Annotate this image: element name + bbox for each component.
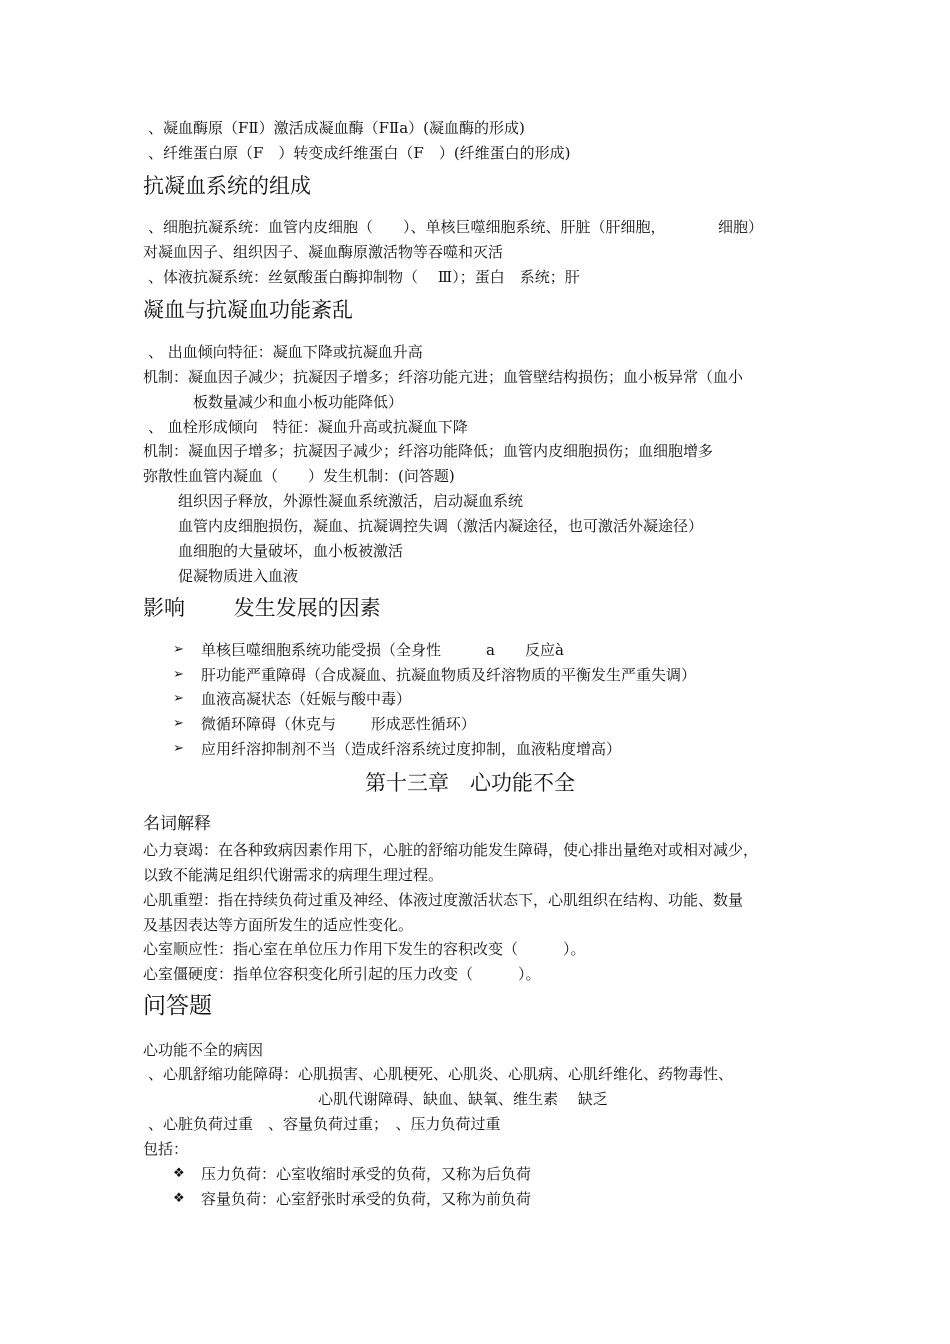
text-line: 、心肌舒缩功能障碍：心肌损害、心肌梗死、心肌炎、心肌病、心肌纤维化、药物毒性、	[148, 1065, 734, 1083]
text-line: 、 出血倾向特征：凝血下降或抗凝血升高	[148, 343, 423, 361]
diamond-bullet-icon: ❖	[173, 1166, 185, 1181]
text-line: 心室顺应性：指心室在单位压力作用下发生的容积改变（ ）。	[143, 940, 586, 958]
section-heading: 问答题	[143, 993, 212, 1019]
list-item: 单核巨噬细胞系统功能受损（全身性 a 反应à	[201, 641, 564, 659]
list-item: 压力负荷：心室收缩时承受的负荷，又称为后负荷	[201, 1165, 532, 1183]
list-item: 容量负荷：心室舒张时承受的负荷，又称为前负荷	[201, 1190, 532, 1208]
list-item: 肝功能严重障碍（合成凝血、抗凝血物质及纤溶物质的平衡发生严重失调）	[201, 666, 697, 684]
text-line: 促凝物质进入血液	[178, 567, 299, 585]
text-line: 包括：	[143, 1140, 189, 1158]
text-line: 血细胞的大量破坏，血小板被激活	[178, 542, 404, 560]
text-line: 、体液抗凝系统：丝氨酸蛋白酶抑制物（ Ⅲ）；蛋白 系统；肝	[148, 268, 580, 286]
terms-title: 名词解释	[143, 814, 211, 834]
text-line: 机制：凝血因子减少；抗凝因子增多；纤溶功能亢进；血管壁结构损伤；血小板异常（血小	[143, 368, 744, 386]
arrow-bullet-icon: ➢	[173, 642, 184, 657]
text-line: 心功能不全的病因	[143, 1041, 264, 1059]
text-line: 心力衰竭：在各种致病因素作用下，心脏的舒缩功能发生障碍，使心排出量绝对或相对减少，	[143, 841, 759, 859]
text-line: 对凝血因子、组织因子、凝血酶原激活物等吞噬和灭活	[143, 243, 504, 261]
text-line: 、纤维蛋白原（F ）转变成纤维蛋白（F ）(纤维蛋白的形成)	[148, 144, 571, 162]
text-line: 、心脏负荷过重 、容量负荷过重； 、压力负荷过重	[148, 1115, 501, 1133]
section-heading: 抗凝血系统的组成	[143, 174, 311, 198]
text-line: 心室僵硬度：指单位容积变化所引起的压力改变（ ）。	[143, 965, 541, 983]
text-line: 心肌重塑：指在持续负荷过重及神经、体液过度激活状态下，心肌组织在结构、功能、数量	[143, 891, 744, 909]
arrow-bullet-icon: ➢	[173, 691, 184, 706]
list-item: 血液高凝状态（妊娠与酸中毒）	[201, 690, 412, 708]
section-heading: 影响 发生发展的因素	[143, 596, 381, 620]
chapter-title: 第十三章 心功能不全	[365, 771, 575, 795]
text-line: 组织因子释放，外源性凝血系统激活，启动凝血系统	[178, 492, 524, 510]
arrow-bullet-icon: ➢	[173, 741, 184, 756]
diamond-bullet-icon: ❖	[173, 1191, 185, 1206]
list-item: 应用纤溶抑制剂不当（造成纤溶系统过度抑制，血液粘度增高）	[201, 740, 622, 758]
text-line: 及基因表达等方面所发生的适应性变化。	[143, 916, 414, 934]
arrow-bullet-icon: ➢	[173, 667, 184, 682]
section-heading: 凝血与抗凝血功能紊乱	[143, 298, 353, 322]
text-line: 机制：凝血因子增多；抗凝因子减少；纤溶功能降低；血管内皮细胞损伤；血细胞增多	[143, 442, 714, 460]
text-line: 以致不能满足组织代谢需求的病理生理过程。	[143, 866, 444, 884]
text-line: 弥散性血管内凝血（ ）发生机制：(问答题)	[143, 467, 455, 485]
text-line: 心肌代谢障碍、缺血、缺氧、维生素 缺乏	[318, 1090, 608, 1108]
text-line: 、 血栓形成倾向 特征：凝血升高或抗凝血下降	[148, 418, 468, 436]
list-item: 微循环障碍（休克与 形成恶性循环）	[201, 715, 476, 733]
text-line: 板数量减少和血小板功能降低）	[193, 393, 404, 411]
text-line: 、细胞抗凝系统：血管内皮细胞（ ）、单核巨噬细胞系统、肝脏（肝细胞， 细胞）	[148, 218, 764, 236]
arrow-bullet-icon: ➢	[173, 716, 184, 731]
text-line: 血管内皮细胞损伤，凝血、抗凝调控失调（激活内凝途径，也可激活外凝途径）	[178, 517, 704, 535]
text-line: 、凝血酶原（FⅡ）激活成凝血酶（FⅡa）(凝血酶的形成)	[148, 119, 525, 137]
